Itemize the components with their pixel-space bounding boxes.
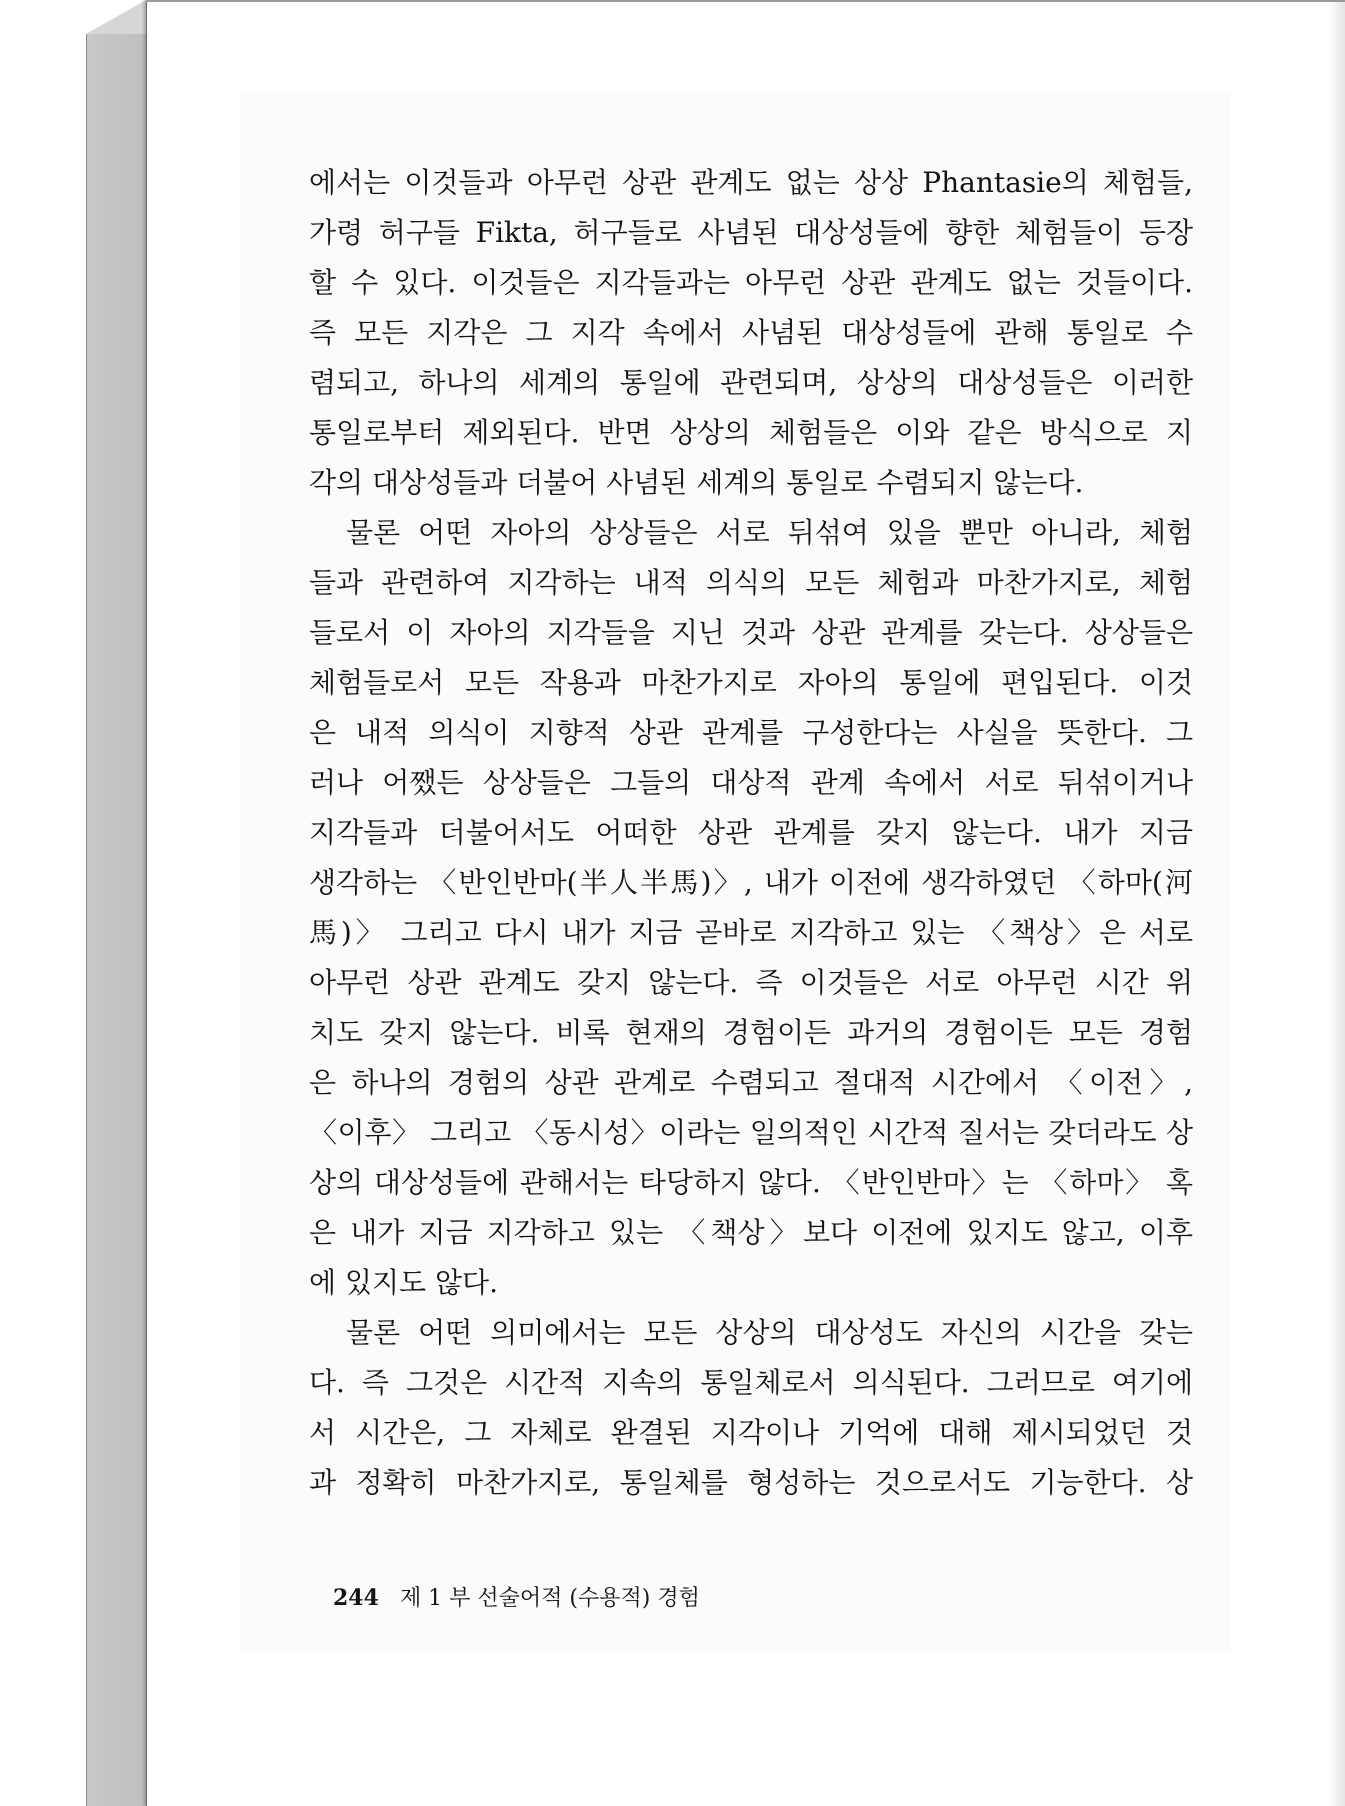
text-line: 〈이후〉 그리고 〈동시성〉이라는 일의적인 시간적 질서는 갖더라도 상 (309, 1116, 1193, 1149)
text-line: 치도 갖지 않는다. 비록 현재의 경험이든 과거의 경험이든 모든 경험 (309, 1016, 1193, 1049)
text-line: 각의 대상성들과 더불어 사념된 세계의 통일로 수렴되지 않는다. (309, 466, 1084, 499)
text-line: 러나 어쨌든 상상들은 그들의 대상적 관계 속에서 서로 뒤섞이거나 (309, 766, 1193, 799)
page-edge-shadow (1328, 0, 1345, 1806)
text-line: 서 시간은, 그 자체로 완결된 지각이나 기억에 대해 제시되었던 것 (309, 1416, 1193, 1449)
text-line: 에 있지도 않다. (309, 1266, 498, 1299)
text-line: 렴되고, 하나의 세계의 통일에 관련되며, 상상의 대상성들은 이러한 (309, 366, 1193, 399)
text-line: 생각하는 〈반인반마(半人半馬)〉, 내가 이전에 생각하였던 〈하마(河 (309, 866, 1193, 899)
text-line: 할 수 있다. 이것들은 지각들과는 아무런 상관 관계도 없는 것들이다. (309, 266, 1193, 299)
text-line: 물론 어떤 자아의 상상들은 서로 뒤섞여 있을 뿐만 아니라, 체험 (309, 516, 1193, 549)
text-line: 즉 모든 지각은 그 지각 속에서 사념된 대상성들에 관해 통일로 수 (309, 316, 1193, 349)
page-number: 244 (333, 1585, 379, 1611)
text-line: 물론 어떤 의미에서는 모든 상상의 대상성도 자신의 시간을 갖는 (309, 1316, 1193, 1349)
text-line: 과 정확히 마찬가지로, 통일체를 형성하는 것으로서도 기능한다. 상 (309, 1466, 1193, 1499)
running-title: 제 1 부 선술어적 (수용적) 경험 (399, 1586, 700, 1611)
book-spine (86, 34, 147, 1806)
text-line: 은 내적 의식이 지향적 상관 관계를 구성한다는 사실을 뜻한다. 그 (309, 716, 1193, 749)
text-line: 馬)〉 그리고 다시 내가 지금 곧바로 지각하고 있는 〈책상〉은 서로 (309, 916, 1193, 949)
text-line: 가령 허구들 Fikta, 허구들로 사념된 대상성들에 향한 체험들이 등장 (309, 216, 1193, 249)
body-text (309, 158, 1193, 1508)
text-line: 은 하나의 경험의 상관 관계로 수렴되고 절대적 시간에서 〈이전〉, (309, 1066, 1193, 1099)
text-line: 아무런 상관 관계도 갖지 않는다. 즉 이것들은 서로 아무런 시간 위 (309, 966, 1193, 999)
text-line: 통일로부터 제외된다. 반면 상상의 체험들은 이와 같은 방식으로 지 (309, 416, 1193, 449)
text-line: 지각들과 더불어서도 어떠한 상관 관계를 갖지 않는다. 내가 지금 (309, 816, 1193, 849)
page-footer (333, 1581, 700, 1612)
text-line: 들로서 이 자아의 지각들을 지닌 것과 상관 관계를 갖는다. 상상들은 (309, 616, 1193, 649)
text-line: 은 내가 지금 지각하고 있는 〈책상〉보다 이전에 있지도 않고, 이후 (309, 1216, 1193, 1249)
text-line: 체험들로서 모든 작용과 마찬가지로 자아의 통일에 편입된다. 이것 (309, 666, 1193, 699)
text-line: 들과 관련하여 지각하는 내적 의식의 모든 체험과 마찬가지로, 체험 (309, 566, 1193, 599)
text-line: 다. 즉 그것은 시간적 지속의 통일체로서 의식된다. 그러므로 여기에 (309, 1366, 1193, 1399)
text-line: 상의 대상성들에 관해서는 타당하지 않다. 〈반인반마〉는 〈하마〉 혹 (309, 1166, 1193, 1199)
book-spine-top (86, 0, 146, 34)
page-top-edge (146, 0, 1345, 2)
text-line: 에서는 이것들과 아무런 상관 관계도 없는 상상 Phantasie의 체험들, (309, 166, 1193, 199)
